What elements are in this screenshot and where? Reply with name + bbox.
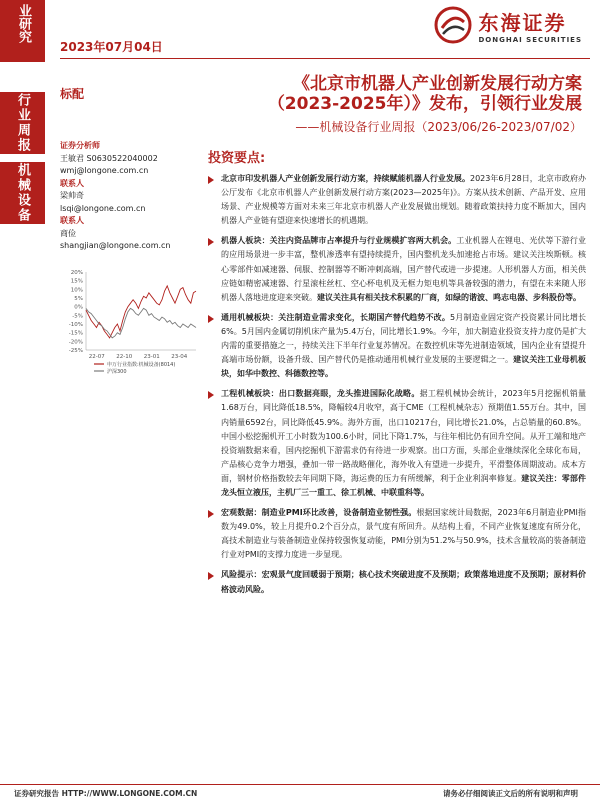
header-side-tab	[0, 0, 45, 62]
analyst-label: 证券分析师	[60, 141, 100, 150]
y-tick-label: 0%	[74, 304, 83, 311]
chart-svg	[60, 268, 200, 378]
analyst-info	[60, 140, 190, 253]
key-points-section	[208, 147, 586, 603]
contact1-email[interactable]: lsqi@longone.com.cn	[60, 203, 146, 213]
bullet-icon	[208, 510, 214, 518]
title-line-2: （2023-2025年）》发布，引领行业发展	[267, 94, 582, 114]
contact1-label: 联系人	[60, 178, 84, 188]
key-point-1	[208, 172, 586, 228]
logo-mark-icon	[434, 6, 472, 44]
bullet-icon	[208, 238, 214, 246]
kp1-text: 2023年6月28日，北京市政府办公厅发布《北京市机器人产业创新发展行动方案(2023—2025年)》。方案从技术创新、产品开发、应用场景、产业规模等方面对未来三年北京市机器人产业发展做出规划。随着政策扶持力度不断加大，国内机器人产业链有望迎来快速增长的机遇期。	[221, 174, 586, 226]
key-point-3	[208, 311, 586, 381]
report-date: 2023年07月04日	[60, 40, 163, 54]
kp4-text: 据工程机械协会统计，2023年5月挖掘机销量1.68万台，同比降低18.5%，降幅较4月收窄，高于CME（工程机械杂志）预期值1.55万台。其中，国内销量6592台，同比降低45.9%。海外方面，出口10217台，同比增长21.0%，占总销量的60.8%。中国小松挖掘机开工小时数为100.6小时，同比下降1.7%，与往年相比仍有回升空间。从开工端和地产投资端数据来看，国内挖掘机下游需求仍有待进一步观察。出口方面，头部企业继续深化全球化布局，产品核心竞争力增强，叠加一带一路战略催化，海外收入有望进一步提升，平滑整体周期波动。成本方面，钢材价格指数较去年同期下降，海运费的压力有所缓解，利于企业利润率修复。	[221, 389, 587, 483]
kp3-bold: 通用机械板块：关注制造业需求变化，长期国产替代趋势不改。	[221, 312, 451, 322]
bullet-icon	[208, 176, 214, 184]
y-tick-label: 10%	[70, 287, 83, 294]
contact2-label: 联系人	[60, 216, 84, 225]
footer-right: 请务必仔细阅读正文后的所有说明和声明	[443, 789, 578, 798]
y-tick-label: 20%	[70, 270, 83, 276]
kp4-bold: 工程机械板块：出口数据亮眼，龙头推进国际化战略。	[221, 389, 420, 399]
kp5-text: 根据国家统计局数据，2023年6月制造业PMI指数为49.0%，较上月提升0.2个百分点，景气度有所回升。从结构上看，不同产业恢复速度有所分化，高技术制造业与装备制造业保持较强恢复动能，PMI分别为51.2%与50.9%，技术含量较高的装备制造行业对PMI的支撑力度进一步显现。	[221, 508, 586, 560]
bullet-icon	[208, 572, 214, 580]
key-point-6	[208, 568, 586, 596]
index-performance-chart	[60, 268, 200, 378]
analyst-email[interactable]: wmj@longone.com.cn	[60, 166, 149, 175]
bullet-icon	[208, 315, 214, 323]
kp2-text: 工业机器人在锂电、光伏等下游行业的应用场景进一步丰富，整机渗透率有望持续提升，国内整机龙头加速抢占市场。建议关注埃斯顿。核心零部件如减速器、伺服、控制器等不断冲刺高端，国产替代或进一步提速。人形机器人方面，相关供应链如精密减速器、行星滚柱丝杠、空心杯电机及无框力矩电机等具备较强的潜力，有望在未来随人形机器人落地进度迎来突破。	[221, 236, 586, 302]
x-tick-label: 23-01	[143, 354, 160, 360]
sidebar-label-top	[0, 92, 45, 154]
sidebar-label-top-text: 行业周报	[15, 93, 30, 153]
x-tick-label: 23-04	[171, 354, 188, 360]
kp4-bold2: 建议关注：零部件龙头恒立液压，主机厂三一重工、徐工机械、中联重科等。	[221, 473, 586, 497]
logo-en-text: DONGHAI SECURITIES	[478, 35, 582, 44]
kp3-text: 5月制造业固定资产投资累计同比增长6%。5月国内金属切削机床产量为5.4万台，同比增长1.9%。今年，加大制造业投资支持力度仍是扩大内需的重要措施之一，持续关注下半年行业复苏情况。在数控机床等先进制造领域，国内企业有望提升高端市场份额，设备升级、国产替代仍是推动通用机械行业发展的主要逻辑之一。	[221, 312, 586, 365]
contact2-email[interactable]: shangjian@longone.com.cn	[60, 241, 171, 250]
x-tick-label: 22-10	[116, 354, 133, 360]
contact2-name: 商俭	[60, 228, 76, 238]
key-point-2	[208, 234, 586, 304]
legend-label: 申万行业指数:机械设备(8014)	[107, 362, 176, 368]
x-tick-label: 22-07	[88, 354, 105, 360]
y-tick-label: 15%	[70, 278, 83, 285]
sidebar-label-bottom-text: 机械设备	[15, 163, 30, 223]
rating-label: 标配	[60, 87, 85, 101]
analyst-name: 王敏君 S0630522040002	[60, 153, 158, 163]
kp2-bold2: 建议关注具有相关技术积累的厂商，如绿的谐波、鸣志电器、步科股份等。	[317, 292, 581, 302]
y-tick-label: -10%	[68, 322, 83, 328]
footer-divider	[0, 784, 600, 785]
header-divider	[60, 58, 590, 59]
contact1-name: 梁帅奇	[60, 191, 84, 200]
brand-logo	[434, 6, 582, 44]
key-point-5	[208, 506, 586, 562]
y-tick-label: -20%	[68, 339, 83, 346]
bullet-icon	[208, 391, 214, 399]
header-side-label: 业研究	[16, 4, 31, 43]
footer-left[interactable]: 证券研究报告 HTTP://WWW.LONGONE.COM.CN	[14, 789, 198, 798]
legend-label: 沪深300	[107, 369, 127, 375]
kp3-bold2: 建议关注工业母机板块，如华中数控、科德数控等。	[221, 355, 587, 379]
kp1-bold: 北京市印发机器人产业创新发展行动方案，持续赋能机器人行业发展。	[221, 174, 470, 183]
y-tick-label: -25%	[68, 348, 83, 354]
y-tick-label: -15%	[68, 330, 83, 337]
kp5-bold: 宏观数据：制造业PMI环比改善，设备制造业韧性强。	[221, 508, 417, 518]
kp6-bold: 风险提示：宏观景气度回暖弱于预期；核心技术突破进度不及预期；政策落地进度不及预期；原材料价格波动风险。	[221, 570, 586, 594]
y-tick-label: 5%	[74, 296, 83, 302]
report-subtitle: ——机械设备行业周报（2023/06/26-2023/07/02）	[295, 120, 582, 134]
title-line-1: 《北京市机器人产业创新发展行动方案	[293, 74, 582, 94]
logo-cn-text: 东海证券	[478, 10, 567, 35]
kp2-bold: 机器人板块：关注内资品牌市占率提升与行业规模扩容两大机会。	[221, 236, 457, 246]
key-points-heading: 投资要点:	[208, 151, 266, 166]
key-point-4	[208, 387, 586, 500]
series-line-2	[86, 308, 196, 338]
sidebar-label-bottom	[0, 162, 45, 224]
report-title	[200, 74, 582, 114]
y-tick-label: -5%	[72, 313, 83, 320]
